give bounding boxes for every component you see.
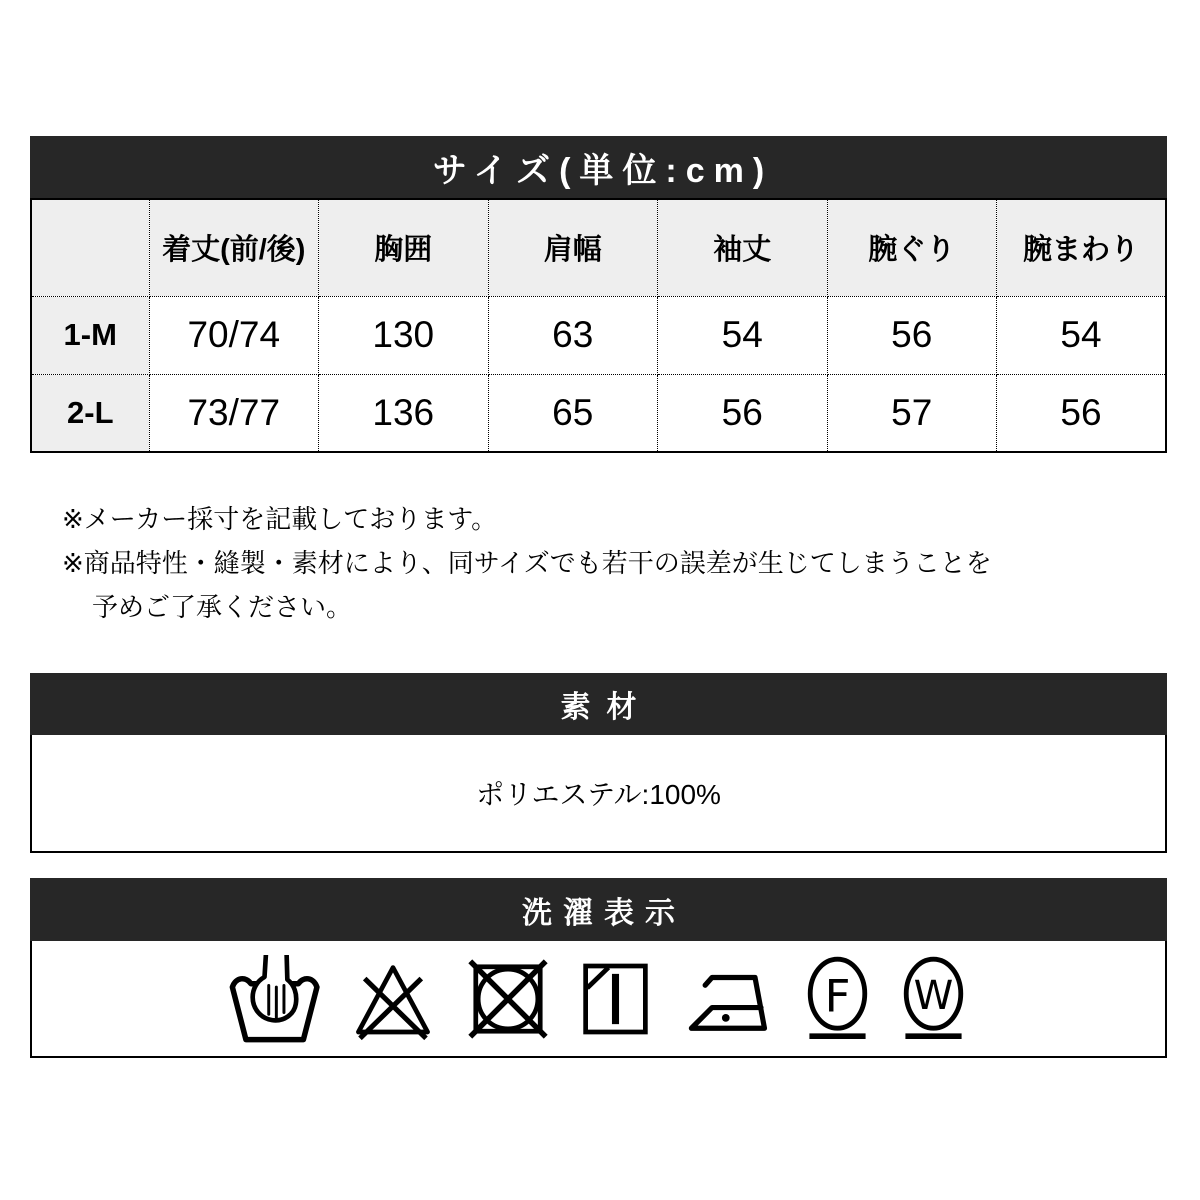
column-header-body-length: 着丈(前/後) (149, 199, 319, 296)
column-header-armhole: 腕ぐり (827, 199, 997, 296)
size-table-header-row (31, 199, 1166, 296)
corner-cell (31, 199, 149, 296)
cell-armhole: 57 (827, 374, 997, 452)
column-header-chest: 胸囲 (319, 199, 489, 296)
cell-body-length: 73/77 (149, 374, 319, 452)
measurement-notes (62, 497, 992, 629)
size-table (30, 198, 1167, 453)
row-label: 1-M (31, 296, 149, 374)
material-section-title: 素材 (30, 673, 1167, 735)
cell-sleeve: 54 (658, 296, 828, 374)
line-dry-in-shade-icon (579, 955, 652, 1043)
wet-clean-W-icon (899, 955, 968, 1042)
hand-wash-icon (229, 955, 322, 1043)
row-label: 2-L (31, 374, 149, 452)
size-section (30, 136, 1167, 453)
laundry-symbols-row (30, 941, 1167, 1058)
do-not-bleach-icon (349, 955, 437, 1043)
cell-body-length: 70/74 (149, 296, 319, 374)
iron-low-heat-icon (679, 956, 776, 1042)
column-header-sleeve: 袖丈 (658, 199, 828, 296)
cell-sleeve: 56 (658, 374, 828, 452)
size-row-1m (31, 296, 1166, 374)
column-header-arm-width: 腕まわり (997, 199, 1167, 296)
note-line: ※メーカー採寸を記載しております。 (62, 504, 498, 534)
cell-arm-width: 54 (997, 296, 1167, 374)
cell-arm-width: 56 (997, 374, 1167, 452)
svg-text:F: F (824, 969, 851, 1023)
cell-shoulder: 63 (488, 296, 658, 374)
note-line: 予めご了承ください。 (92, 592, 353, 622)
do-not-tumble-dry-icon (464, 955, 552, 1043)
cell-chest: 136 (319, 374, 489, 452)
note-line: ※商品特性・縫製・素材により、同サイズでも若干の誤差が生じてしまうことを (62, 548, 992, 578)
dry-clean-F-icon (803, 955, 872, 1042)
cell-chest: 130 (319, 296, 489, 374)
svg-text:W: W (913, 972, 954, 1019)
laundry-section-title: 洗濯表示 (30, 878, 1167, 941)
size-section-title: サイズ(単位:cm) (30, 136, 1167, 198)
column-header-shoulder: 肩幅 (488, 199, 658, 296)
material-value: ポリエステル:100% (30, 735, 1167, 853)
cell-armhole: 56 (827, 296, 997, 374)
cell-shoulder: 65 (488, 374, 658, 452)
laundry-section (30, 878, 1167, 1058)
size-row-2l (31, 374, 1166, 452)
material-section (30, 673, 1167, 853)
